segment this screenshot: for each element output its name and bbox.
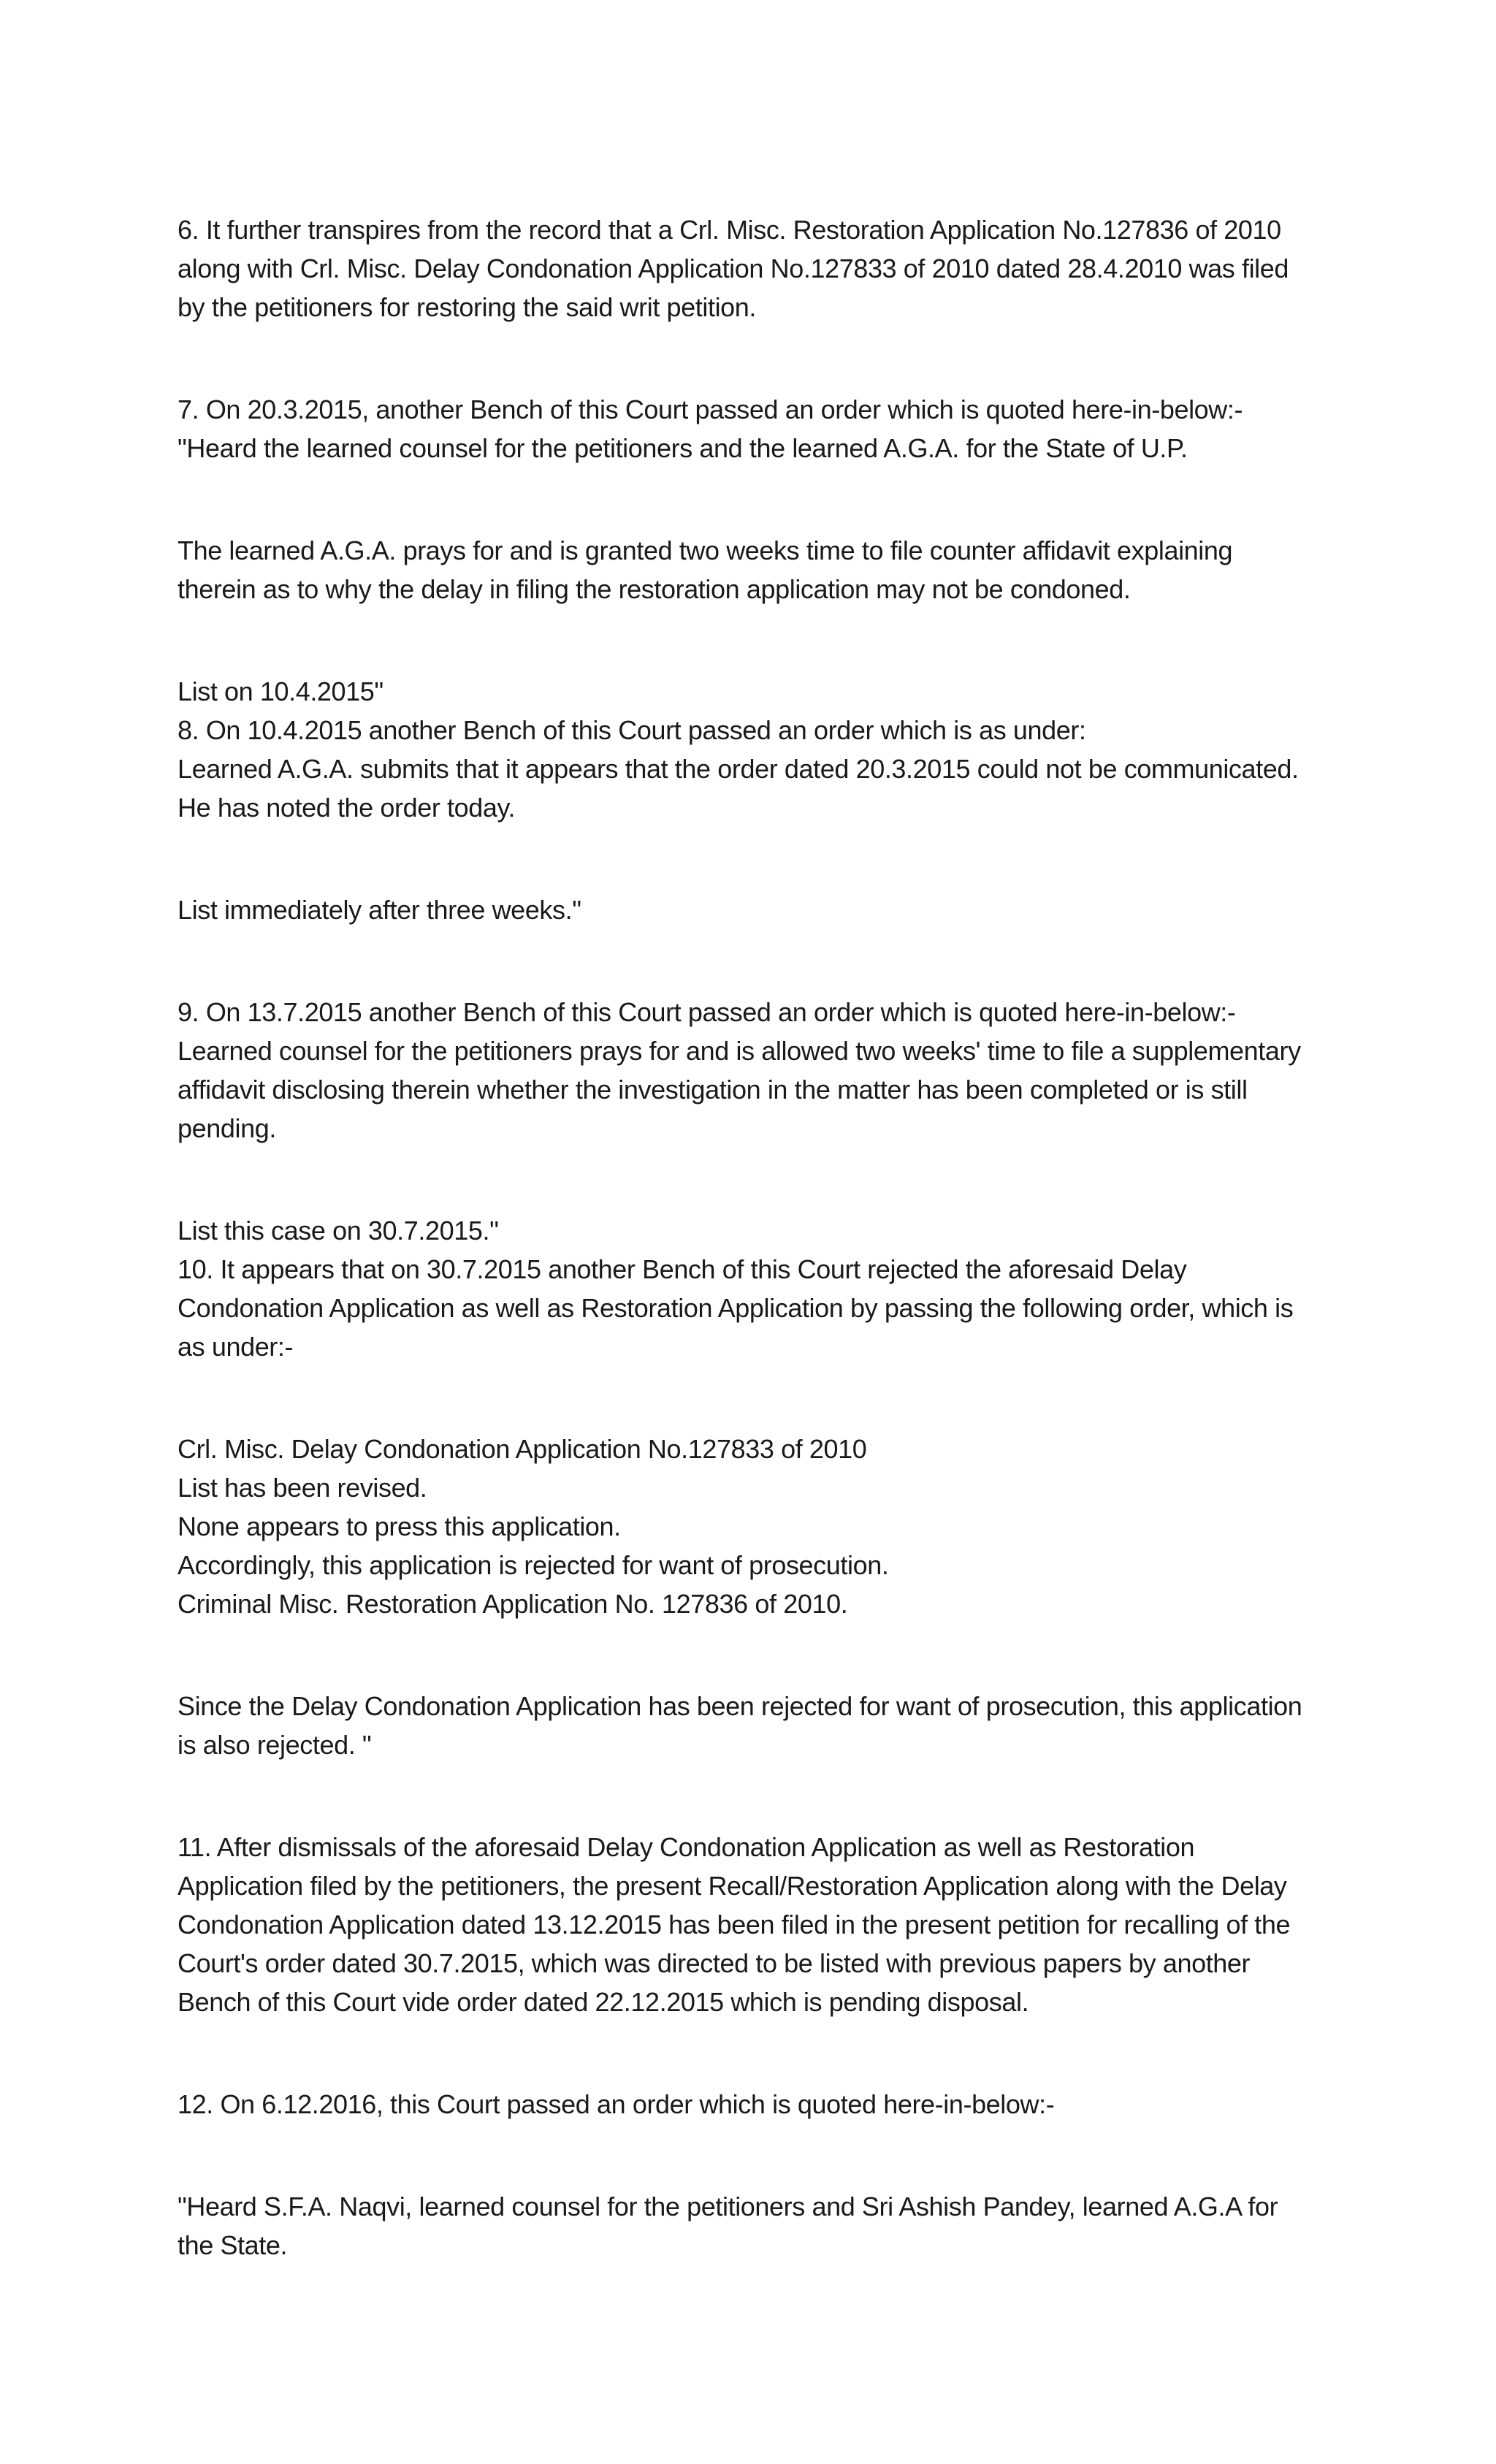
text-line: 8. On 10.4.2015 another Bench of this Court passed an order which is as under: [178, 715, 1086, 745]
text-line: List has been revised. [178, 1473, 427, 1503]
text-line: 11. After dismissals of the aforesaid Delay Condonation Application as well as Restoration [178, 1832, 1195, 1862]
text-line: He has noted the order today. [178, 793, 516, 823]
paragraph-gap [178, 1148, 1346, 1211]
text-line: Criminal Misc. Restoration Application No. 127836 of 2010. [178, 1589, 848, 1619]
text-line: along with Crl. Misc. Delay Condonation Application No.127833 of 2010 dated 28.4.2010 was filed [178, 253, 1289, 283]
document-body [178, 210, 1346, 2265]
text-line: The learned A.G.A. prays for and is granted two weeks time to file counter affidavit explaining [178, 535, 1233, 565]
paragraph-gap [178, 929, 1346, 993]
text-line: Learned A.G.A. submits that it appears that the order dated 20.3.2015 could not be communicated. [178, 754, 1299, 784]
text-line: Accordingly, this application is rejected for want of prosecution. [178, 1550, 889, 1580]
text-line: Condonation Application dated 13.12.2015 has been filed in the present petition for recalling of the [178, 1910, 1291, 1939]
text-line: pending. [178, 1113, 276, 1143]
text-line: affidavit disclosing therein whether the investigation in the matter has been completed or is still [178, 1075, 1248, 1105]
text-line: List immediately after three weeks." [178, 895, 581, 925]
paragraph-gap [178, 609, 1346, 672]
paragraph-gap [178, 2124, 1346, 2187]
text-line: List on 10.4.2015" [178, 676, 383, 706]
text-line: "Heard the learned counsel for the petitioners and the learned A.G.A. for the State of U.P. [178, 433, 1188, 463]
text-line: 12. On 6.12.2016, this Court passed an order which is quoted here-in-below:- [178, 2089, 1055, 2119]
paragraph-gap [178, 468, 1346, 531]
text-line: by the petitioners for restoring the said writ petition. [178, 292, 757, 322]
text-line: therein as to why the delay in filing the restoration application may not be condoned. [178, 574, 1131, 604]
text-line: Learned counsel for the petitioners prays for and is allowed two weeks' time to file a supplementary [178, 1036, 1301, 1066]
text-line: 7. On 20.3.2015, another Bench of this Court passed an order which is quoted here-in-below:- [178, 394, 1243, 424]
paragraph-gap [178, 1764, 1346, 1828]
paragraph-gap [178, 327, 1346, 390]
text-line: Crl. Misc. Delay Condonation Application No.127833 of 2010 [178, 1434, 867, 1464]
paragraph-gap [178, 1623, 1346, 1687]
text-line: Since the Delay Condonation Application has been rejected for want of prosecution, this application [178, 1691, 1302, 1721]
paragraph-gap [178, 2021, 1346, 2085]
text-line: None appears to press this application. [178, 1511, 621, 1541]
text-line: "Heard S.F.A. Naqvi, learned counsel for the petitioners and Sri Ashish Pandey, learned A.G.A for [178, 2192, 1278, 2221]
text-line: Application filed by the petitioners, the present Recall/Restoration Application along with the Delay [178, 1871, 1287, 1901]
text-line: the State. [178, 2230, 288, 2260]
text-line: is also rejected. " [178, 1730, 372, 1760]
text-line: Bench of this Court vide order dated 22.12.2015 which is pending disposal. [178, 1987, 1029, 2017]
text-line: 10. It appears that on 30.7.2015 another Bench of this Court rejected the aforesaid Delay [178, 1254, 1187, 1284]
text-line: 9. On 13.7.2015 another Bench of this Court passed an order which is quoted here-in-below:- [178, 997, 1236, 1027]
text-line: Condonation Application as well as Restoration Application by passing the following order, which is [178, 1293, 1294, 1323]
paragraph-gap [178, 827, 1346, 890]
text-line: 6. It further transpires from the record that a Crl. Misc. Restoration Application No.127836 of 2010 [178, 215, 1281, 245]
paragraph-gap [178, 1366, 1346, 1430]
text-line: List this case on 30.7.2015." [178, 1216, 499, 1246]
text-line: Court's order dated 30.7.2015, which was directed to be listed with previous papers by another [178, 1948, 1251, 1978]
text-line: as under:- [178, 1332, 294, 1362]
